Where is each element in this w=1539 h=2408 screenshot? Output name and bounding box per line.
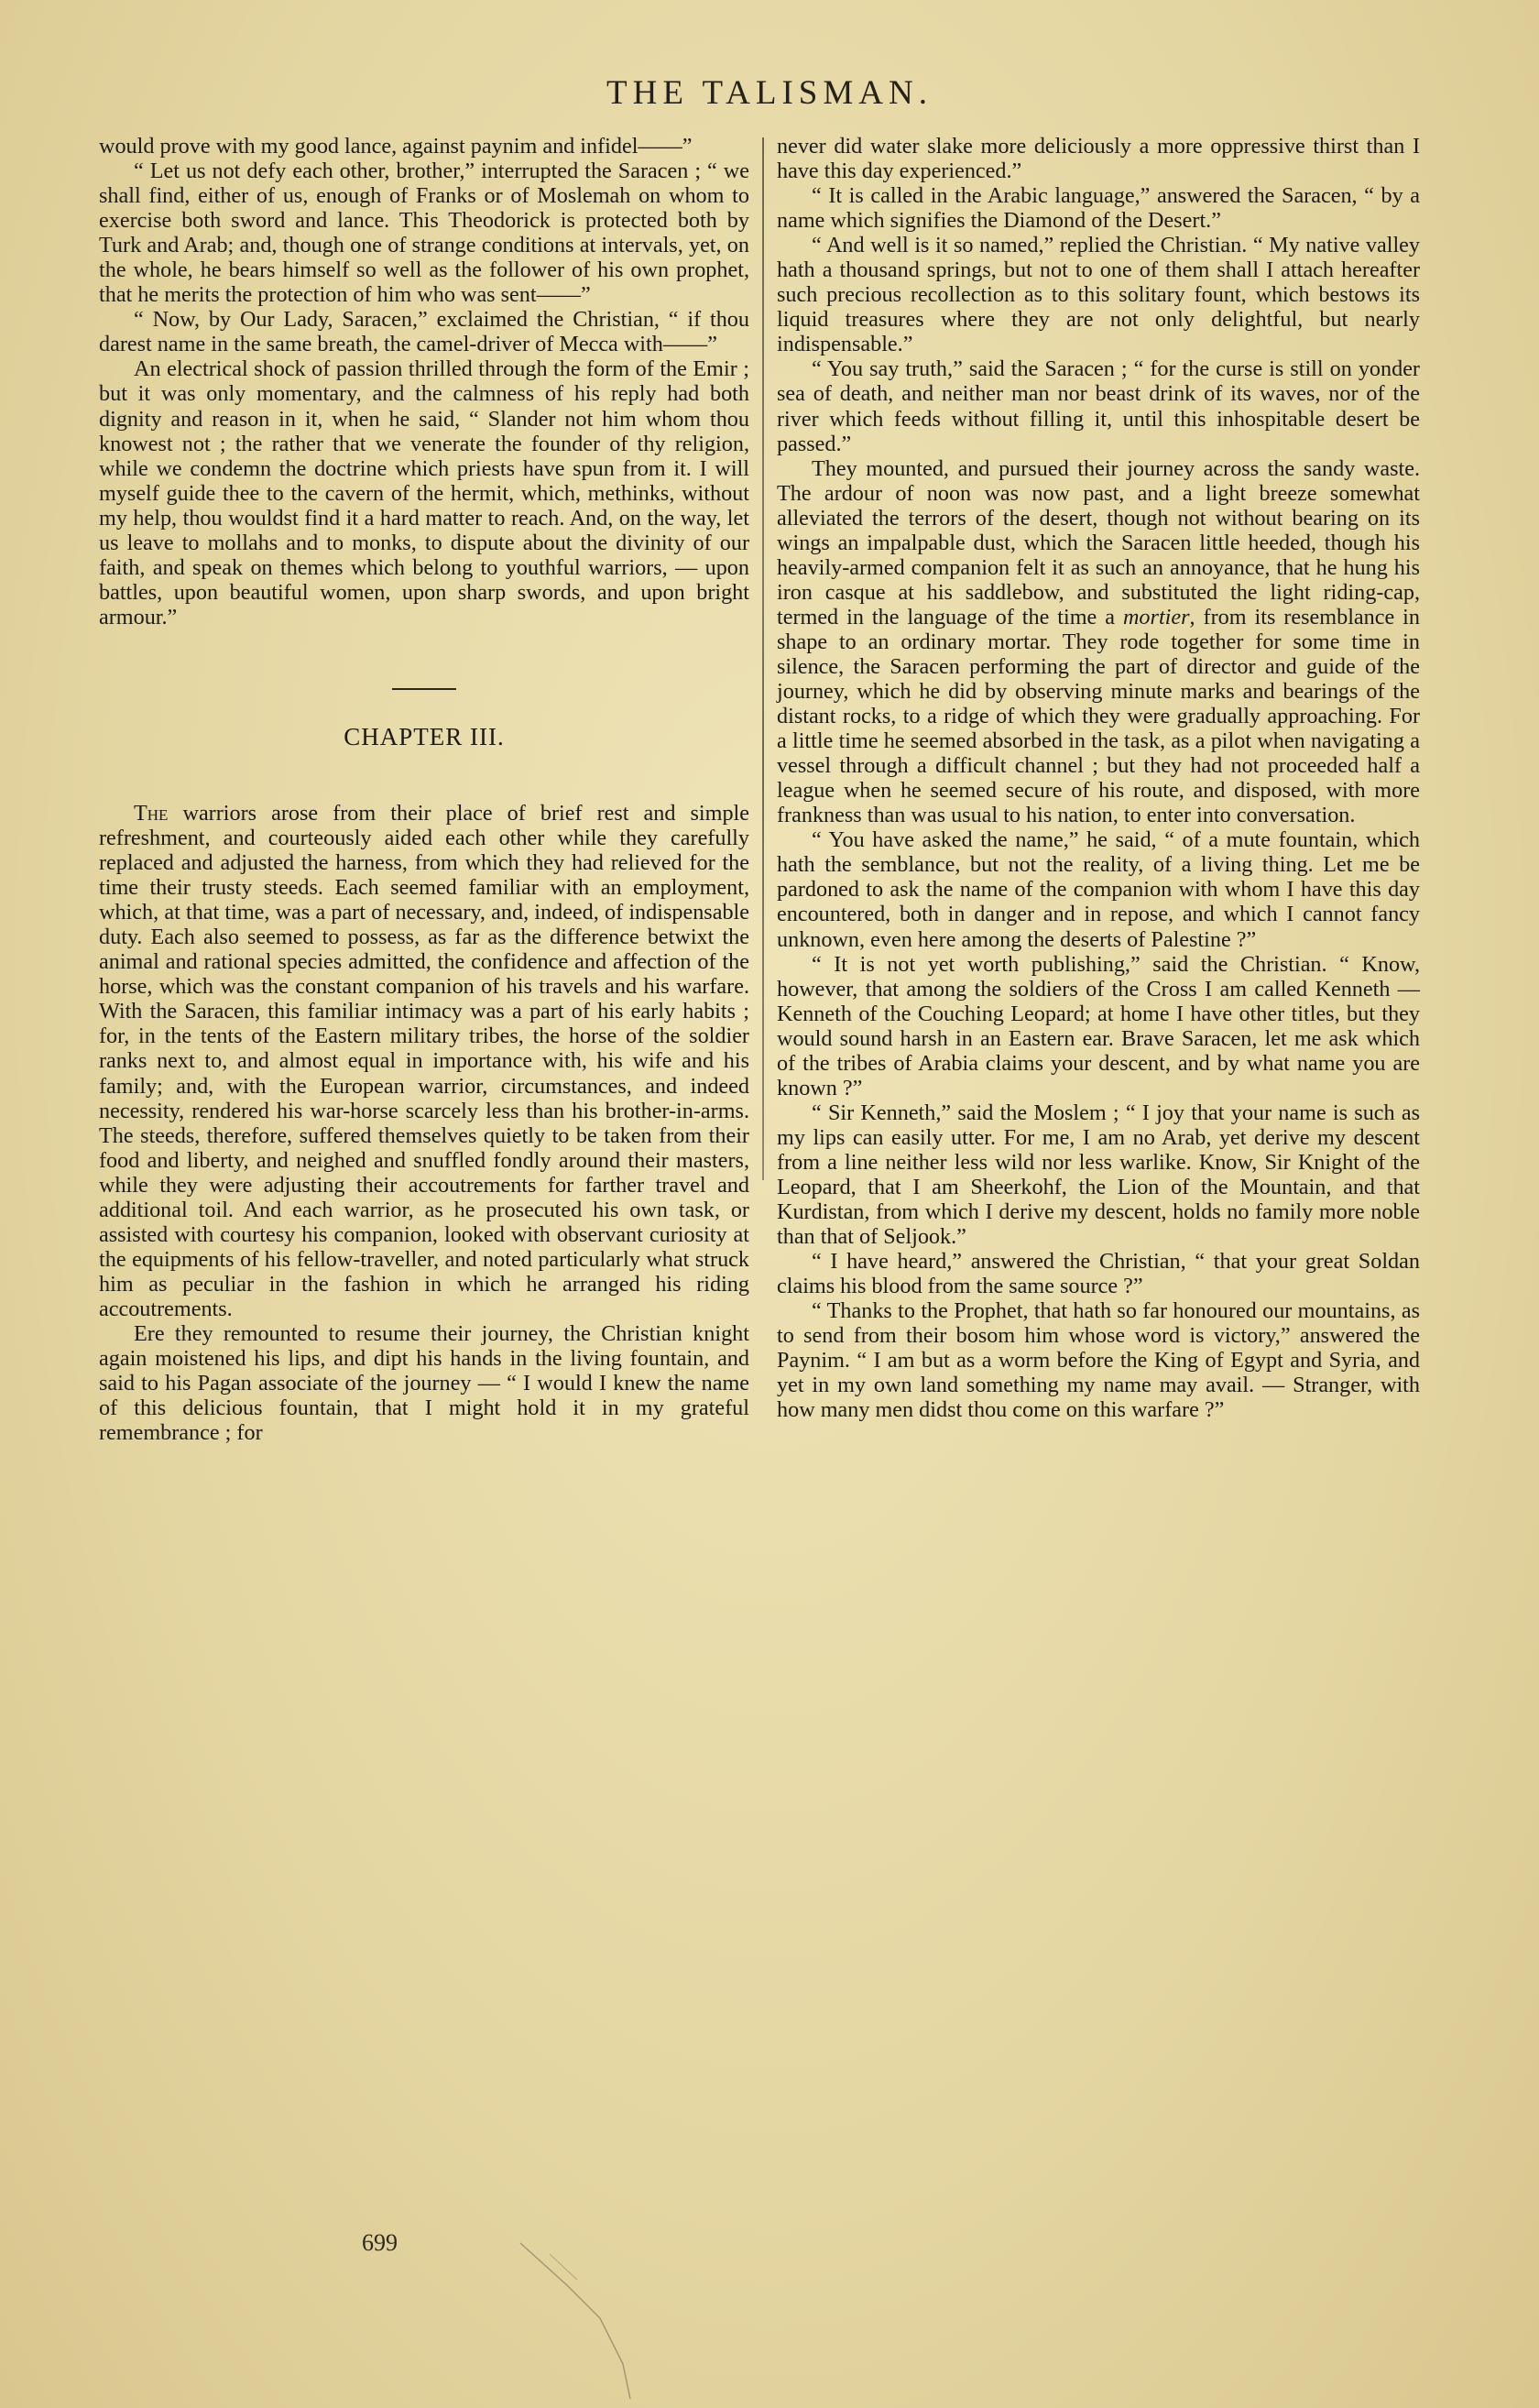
right-paragraph-9: “ I have heard,” answered the Christian, “ that your great Soldan claims his blood from the same source ?” — [777, 1249, 1420, 1299]
right-paragraph-2: “ It is called in the Arabic language,” answered the Saracen, “ by a name which signifies the Diamond of the Desert.” — [777, 183, 1420, 234]
chapter-opening-word: The — [134, 800, 169, 826]
left-paragraph-2: “ Let us not defy each other, brother,” interrupted the Saracen ; “ we shall find, either of us, enough of Franks or of Moslemah on whom to exercise both sword and lance. This Theodorick is protected both by Turk and Arab; and, though one of strange conditions at intervals, yet, on the whole, he bears himself so well as the follower of his own prophet, that he merits the protection of him who was sent——” — [99, 159, 749, 308]
right-paragraph-5-a: They mounted, and pursued their journey across the sandy waste. The ardour of noon was now past, and a light breeze somewhat alleviated the terrors of the desert, though not without bearing on its wings an impalpable dust, which the Saracen little heeded, though his heavily-armed companion felt it as such an annoyance, that he hung his iron casque at his saddlebow, and substituted the light riding-cap, termed in the language of the time a — [777, 455, 1420, 629]
right-paragraph-1: never did water slake more deliciously a more oppressive thirst than I have this day experienced.” — [777, 134, 1420, 184]
running-head-title: THE TALISMAN. — [606, 74, 933, 112]
chapter-paragraph-1 — [99, 801, 749, 1321]
right-paragraph-5-b: , from its resemblance in shape to an ordinary mortar. They rode together for some time in silence, the Saracen performing the part of director and guide of the journey, which he did by observing minute marks and bearings of the distant rocks, to a ridge of which they were gradually approaching. For a little time he seemed absorbed in the task, as a pilot when navigating a vessel through a difficult channel ; but they had not proceeded half a league when he seemed secure of his route, and disposed, with more frankness than was usual to his nation, to enter into conversation. — [777, 604, 1420, 828]
left-paragraph-4: An electrical shock of passion thrilled through the form of the Emir ; but it was only momentary, and the calmness of his reply had both dignity and reason in it, when he said, “ Slander not him whom thou knowest not ; the rather that we venerate the founder of thy religion, while we condemn the doctrine which priests have spun from it. I will myself guide thee to the cavern of the hermit, which, methinks, without my help, thou wouldst find it a hard matter to reach. And, on the way, let us leave to mollahs and to monks, to dispute about the divinity of our faith, and speak on themes which belong to youthful warriors, — upon battles, upon beautiful women, upon sharp swords, and upon bright armour.” — [99, 356, 749, 629]
right-paragraph-5 — [777, 456, 1420, 828]
right-paragraph-6: “ You have asked the name,” he said, “ of a mute fountain, which hath the semblance, but not the reality, of a living thing. Let me be pardoned to ask the name of the companion with whom I have this day encountered, both in danger and in repose, and which I cannot fancy unknown, even here among the deserts of Palestine ?” — [777, 827, 1420, 952]
right-paragraph-3: “ And well is it so named,” replied the Christian. “ My native valley hath a thousand springs, but not to one of them shall I attach hereafter such precious recollection as to this solitary fount, which bestows its liquid treasures where they are not only delightful, but nearly indispensable.” — [777, 233, 1420, 357]
right-column — [777, 134, 1420, 1422]
page-number: 699 — [362, 2229, 398, 2256]
right-paragraph-10: “ Thanks to the Prophet, that hath so far honoured our mountains, as to send from their bosom him whose word is victory,” answered the Paynim. “ I am but as a worm before the King of Egypt and Syria, and yet in my own land something my name may avail. — Stranger, with how many men didst thou come on this warfare ?” — [777, 1298, 1420, 1423]
right-paragraph-7: “ It is not yet worth publishing,” said the Christian. “ Know, however, that among the soldiers of the Cross I am called Kenneth — Kenneth of the Couching Leopard; at home I have other titles, but they would sound harsh in an Eastern ear. Brave Saracen, let me ask which of the tribes of Arabia claims your descent, and by what name you are known ?” — [777, 951, 1420, 1100]
mortier-term: mortier — [1122, 604, 1190, 629]
left-paragraph-1: would prove with my good lance, against paynim and infidel——” — [99, 134, 693, 159]
column-divider — [762, 137, 764, 1180]
left-column — [99, 134, 749, 1445]
chapter-rule — [392, 688, 456, 690]
chapter-heading: CHAPTER III. — [344, 722, 505, 750]
stray-ink-marks — [513, 2236, 678, 2401]
left-paragraph-3: “ Now, by Our Lady, Saracen,” exclaimed the Christian, “ if thou darest name in the same breath, the camel-driver of Mecca with——” — [99, 307, 749, 357]
chapter-paragraph-1-text: warriors arose from their place of brief rest and simple refreshment, and courteously aided each other while they carefully replaced and adjusted the harness, from which they had relieved for the time their trusty steeds. Each seemed familiar with an employment, which, at that time, was a part of necessary, and, indeed, of indispensable duty. Each also seemed to possess, as far as the difference betwixt the animal and rational species admitted, the confidence and affection of the horse, which was the constant companion of his travels and his warfare. With the Saracen, this familiar intimacy was a part of his early habits ; for, in the tents of the Eastern military tribes, the horse of the soldier ranks next to, and almost equal in importance with, his wife and his family; and, with the European warrior, circumstances, and indeed necessity, rendered his war-horse scarcely less than his brother-in-arms. The steeds, therefore, suffered themselves quietly to be taken from their food and liberty, and neighed and snuffled fondly around their masters, while they were adjusting their accoutrements for farther travel and additional toil. And each warrior, as he prosecuted his own task, or assisted with courtesy his companion, looked with observant curiosity at the equipments of his fellow-traveller, and noted particularly what struck him as peculiar in the fashion in which he arranged his riding accoutrements. — [99, 800, 750, 1321]
right-paragraph-8: “ Sir Kenneth,” said the Moslem ; “ I joy that your name is such as my lips can easily utter. For me, I am no Arab, yet derive my descent from a line neither less wild nor less warlike. Know, Sir Knight of the Leopard, that I am Sheerkohf, the Lion of the Mountain, and that Kurdistan, from which I derive my descent, holds no family more noble than that of Seljook.” — [777, 1100, 1420, 1250]
right-paragraph-4: “ You say truth,” said the Saracen ; “ for the curse is still on yonder sea of death, and neither man nor beast drink of its waves, nor of the river which feeds without filling it, until this inhospitable desert be passed.” — [777, 356, 1420, 456]
chapter-paragraph-2: Ere they remounted to resume their journey, the Christian knight again moistened his lips, and dipt his hands in the living fountain, and said to his Pagan associate of the journey — “ I would I knew the name of this delicious fountain, that I might hold it in my grateful remembrance ; for — [99, 1320, 749, 1446]
